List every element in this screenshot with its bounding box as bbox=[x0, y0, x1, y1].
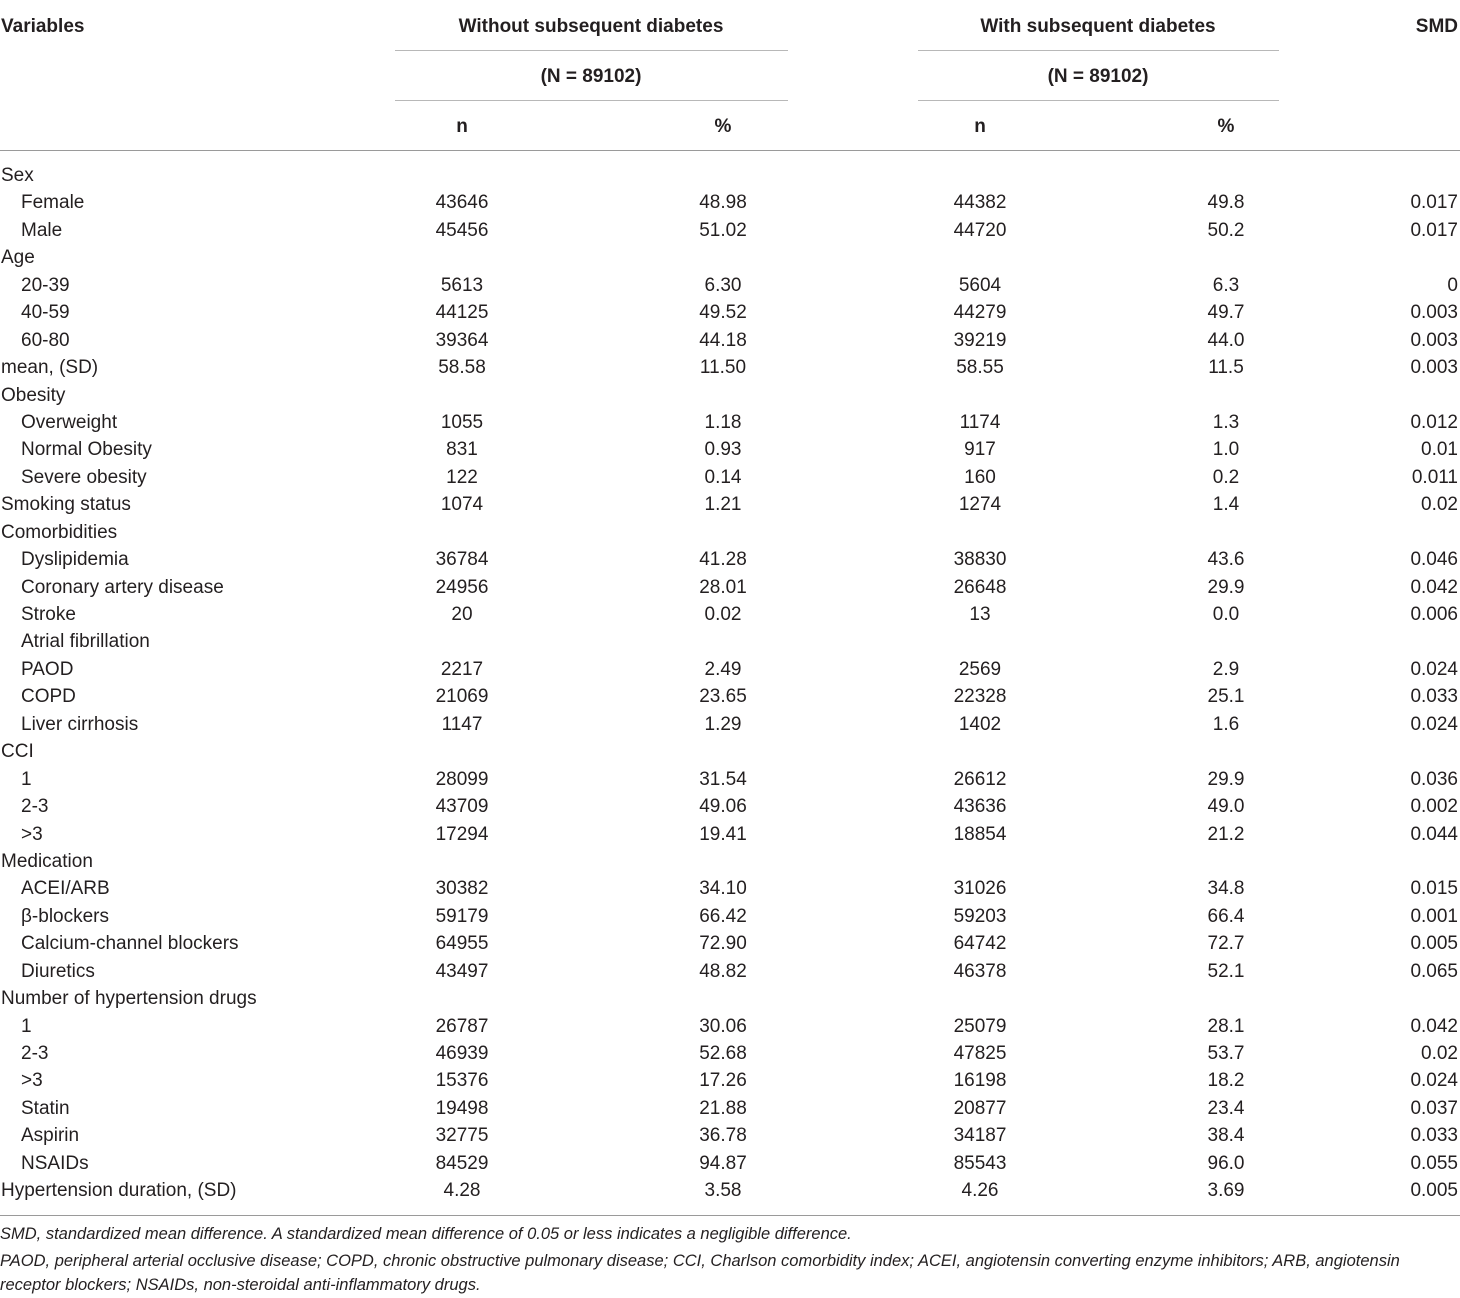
cell-smd: 0.024 bbox=[1410, 658, 1458, 680]
cell-n-without: 45456 bbox=[435, 219, 489, 241]
row-label: >3 bbox=[21, 1070, 43, 1092]
cell-smd: 0.002 bbox=[1410, 796, 1458, 818]
cell-pct-with: 72.7 bbox=[1207, 933, 1245, 955]
cell-pct-with: 6.3 bbox=[1212, 274, 1240, 296]
cell-n-with: 46378 bbox=[953, 960, 1007, 982]
row-label: Medication bbox=[1, 850, 93, 872]
table-row bbox=[0, 327, 1460, 354]
header-pct-without: % bbox=[714, 116, 732, 137]
cell-n-with: 26648 bbox=[953, 576, 1007, 598]
cell-smd: 0.001 bbox=[1410, 905, 1458, 927]
row-label: 40-59 bbox=[21, 302, 70, 324]
table-row bbox=[0, 1040, 1460, 1067]
cell-smd: 0 bbox=[1447, 274, 1458, 296]
cell-smd: 0.042 bbox=[1410, 1015, 1458, 1037]
cell-pct-with: 18.2 bbox=[1207, 1070, 1245, 1092]
cell-n-without: 44125 bbox=[435, 302, 489, 324]
cell-pct-with: 66.4 bbox=[1207, 905, 1245, 927]
cell-pct-with: 2.9 bbox=[1212, 658, 1240, 680]
table-row bbox=[0, 1122, 1460, 1149]
table-row bbox=[0, 875, 1460, 902]
cell-pct-with: 49.8 bbox=[1207, 192, 1245, 214]
cell-pct-with: 28.1 bbox=[1207, 1015, 1245, 1037]
table-row bbox=[0, 1095, 1460, 1122]
cell-pct-with: 3.69 bbox=[1207, 1180, 1245, 1202]
cell-n-without: 17294 bbox=[435, 823, 489, 845]
row-label: >3 bbox=[21, 823, 43, 845]
cell-n-without: 84529 bbox=[435, 1152, 489, 1174]
cell-smd: 0.042 bbox=[1410, 576, 1458, 598]
cell-n-without: 43646 bbox=[435, 192, 489, 214]
cell-pct-without: 49.06 bbox=[699, 796, 747, 818]
cell-pct-with: 34.8 bbox=[1207, 878, 1245, 900]
table-row bbox=[0, 217, 1460, 244]
cell-smd: 0.037 bbox=[1410, 1097, 1458, 1119]
table-row bbox=[0, 354, 1460, 381]
cell-n-with: 58.55 bbox=[956, 357, 1004, 379]
table-row bbox=[0, 464, 1460, 491]
row-label: Hypertension duration, (SD) bbox=[1, 1180, 237, 1202]
cell-pct-without: 0.14 bbox=[704, 466, 742, 488]
cell-smd: 0.015 bbox=[1410, 878, 1458, 900]
cell-pct-with: 1.0 bbox=[1212, 439, 1240, 461]
cell-smd: 0.011 bbox=[1411, 466, 1458, 488]
cell-n-without: 59179 bbox=[435, 905, 489, 927]
cell-n-with: 5604 bbox=[958, 274, 1002, 296]
row-label: Normal Obesity bbox=[21, 439, 152, 461]
cell-n-without: 32775 bbox=[435, 1125, 489, 1147]
cell-pct-with: 52.1 bbox=[1207, 960, 1245, 982]
table-bottom-rule bbox=[0, 1215, 1460, 1216]
cell-pct-without: 48.82 bbox=[699, 960, 747, 982]
cell-n-with: 22328 bbox=[953, 686, 1007, 708]
table-row bbox=[0, 985, 1460, 1012]
cell-n-with: 38830 bbox=[953, 549, 1007, 571]
cell-smd: 0.003 bbox=[1410, 357, 1458, 379]
cell-pct-with: 96.0 bbox=[1207, 1152, 1245, 1174]
row-label: Age bbox=[1, 247, 35, 269]
header-count-without: (N = 89102) bbox=[540, 66, 642, 87]
table-row bbox=[0, 1150, 1460, 1177]
row-label: Comorbidities bbox=[1, 521, 118, 543]
cell-pct-without: 19.41 bbox=[699, 823, 747, 845]
cell-n-with: 13 bbox=[969, 604, 991, 625]
footnote-smd: SMD, standardized mean difference. A standardized mean difference of 0.05 or less indicates a negligible difference. bbox=[0, 1225, 852, 1243]
header-smd: SMD bbox=[1415, 16, 1458, 37]
cell-n-with: 85543 bbox=[953, 1152, 1007, 1174]
cell-n-with: 917 bbox=[964, 439, 996, 461]
table-row bbox=[0, 519, 1460, 546]
cell-pct-without: 49.52 bbox=[699, 302, 747, 324]
cell-n-with: 43636 bbox=[953, 796, 1007, 818]
table-row bbox=[0, 1177, 1460, 1204]
cell-pct-with: 1.3 bbox=[1212, 411, 1240, 433]
cell-pct-without: 94.87 bbox=[699, 1152, 747, 1174]
row-label: COPD bbox=[21, 686, 76, 708]
table-row bbox=[0, 244, 1460, 271]
cell-n-without: 43709 bbox=[435, 796, 489, 818]
cell-n-with: 47825 bbox=[953, 1043, 1007, 1064]
cell-n-without: 20 bbox=[451, 604, 473, 625]
row-label: 20-39 bbox=[21, 274, 70, 296]
cell-pct-without: 0.02 bbox=[704, 604, 742, 625]
group-underline-with bbox=[918, 50, 1279, 51]
table-row bbox=[0, 1067, 1460, 1094]
cell-pct-without: 1.18 bbox=[704, 411, 742, 433]
cell-pct-without: 1.29 bbox=[704, 713, 742, 735]
cell-pct-with: 29.9 bbox=[1207, 576, 1245, 598]
cell-pct-without: 66.42 bbox=[699, 905, 747, 927]
table-row bbox=[0, 382, 1460, 409]
cell-smd: 0.017 bbox=[1410, 219, 1458, 241]
header-pct-with: % bbox=[1217, 116, 1235, 137]
cell-n-without: 5613 bbox=[440, 274, 484, 296]
cell-n-with: 26612 bbox=[953, 768, 1007, 790]
cell-n-with: 1402 bbox=[958, 713, 1002, 735]
table-row bbox=[0, 766, 1460, 793]
cell-n-without: 30382 bbox=[435, 878, 489, 900]
cell-n-with: 2569 bbox=[958, 658, 1002, 680]
cell-n-with: 59203 bbox=[953, 905, 1007, 927]
cell-pct-without: 2.49 bbox=[704, 658, 742, 680]
row-label: Liver cirrhosis bbox=[21, 713, 139, 735]
table-row bbox=[0, 491, 1460, 518]
cell-smd: 0.02 bbox=[1421, 1043, 1458, 1064]
cell-n-without: 36784 bbox=[435, 549, 489, 571]
cell-n-without: 831 bbox=[446, 439, 478, 461]
table-row bbox=[0, 574, 1460, 601]
cell-pct-without: 52.68 bbox=[699, 1043, 747, 1064]
count-underline-with bbox=[918, 100, 1279, 101]
cell-pct-without: 28.01 bbox=[699, 576, 747, 598]
cell-n-with: 64742 bbox=[953, 933, 1007, 955]
cell-n-without: 1074 bbox=[440, 494, 484, 516]
row-label: Sex bbox=[1, 165, 34, 186]
cell-smd: 0.02 bbox=[1421, 494, 1458, 516]
cell-pct-with: 29.9 bbox=[1207, 768, 1245, 790]
cell-n-without: 1055 bbox=[440, 411, 484, 433]
row-label: PAOD bbox=[21, 658, 74, 680]
cell-n-without: 122 bbox=[446, 466, 478, 488]
table-row bbox=[0, 848, 1460, 875]
row-label: CCI bbox=[1, 741, 34, 763]
cell-pct-with: 44.0 bbox=[1207, 329, 1245, 351]
table-row bbox=[0, 546, 1460, 573]
cell-n-with: 44720 bbox=[953, 219, 1007, 241]
cell-smd: 0.017 bbox=[1410, 192, 1458, 214]
table-row bbox=[0, 436, 1460, 463]
cell-pct-without: 11.50 bbox=[699, 357, 747, 379]
cell-n-with: 16198 bbox=[953, 1070, 1007, 1092]
header-n-with: n bbox=[974, 116, 986, 137]
footnote-abbreviations: PAOD, peripheral arterial occlusive disease; COPD, chronic obstructive pulmonary disease; CCI, Charlson comorbidity index; ACEI, angiotensin converting enzyme inhibitors; ARB, angiotensin receptor blockers; NSAIDs, non-steroidal anti-inflammatory drugs. bbox=[0, 1252, 1400, 1294]
cell-n-with: 4.26 bbox=[961, 1180, 999, 1202]
cell-smd: 0.005 bbox=[1410, 1180, 1458, 1202]
row-label: 60-80 bbox=[21, 329, 70, 351]
cell-n-without: 43497 bbox=[435, 960, 489, 982]
table-row bbox=[0, 930, 1460, 957]
cell-n-with: 44279 bbox=[953, 302, 1007, 324]
cell-pct-without: 34.10 bbox=[699, 878, 747, 900]
cell-n-with: 39219 bbox=[953, 329, 1007, 351]
cell-pct-without: 36.78 bbox=[699, 1125, 747, 1147]
cell-smd: 0.055 bbox=[1410, 1152, 1458, 1174]
header-group-without: Without subsequent diabetes bbox=[458, 16, 724, 37]
cell-pct-without: 31.54 bbox=[699, 768, 747, 790]
row-label: Stroke bbox=[21, 604, 76, 625]
cell-smd: 0.006 bbox=[1410, 604, 1458, 625]
cell-n-without: 1147 bbox=[441, 713, 483, 735]
cell-n-with: 25079 bbox=[953, 1015, 1007, 1037]
row-label: Dyslipidemia bbox=[21, 549, 129, 571]
cell-pct-without: 3.58 bbox=[704, 1180, 742, 1202]
table-row bbox=[0, 189, 1460, 216]
cell-n-without: 64955 bbox=[435, 933, 489, 955]
table-row bbox=[0, 738, 1460, 765]
cell-pct-with: 49.0 bbox=[1207, 796, 1245, 818]
row-label: Atrial fibrillation bbox=[21, 631, 150, 653]
row-label: 1 bbox=[21, 1015, 32, 1037]
cell-smd: 0.012 bbox=[1410, 411, 1458, 433]
table-row bbox=[0, 409, 1460, 436]
table-row bbox=[0, 601, 1460, 628]
table-row bbox=[0, 1013, 1460, 1040]
table-row bbox=[0, 683, 1460, 710]
table-row bbox=[0, 628, 1460, 655]
table-row bbox=[0, 821, 1460, 848]
cell-pct-without: 17.26 bbox=[699, 1070, 747, 1092]
row-label: Aspirin bbox=[21, 1125, 80, 1147]
cell-smd: 0.005 bbox=[1410, 933, 1458, 955]
table-body bbox=[0, 162, 1460, 1205]
cell-smd: 0.003 bbox=[1410, 302, 1458, 324]
cell-n-without: 4.28 bbox=[443, 1180, 481, 1202]
row-label: 2-3 bbox=[21, 796, 49, 818]
header-variables: Variables bbox=[1, 16, 85, 37]
cell-pct-with: 50.2 bbox=[1207, 219, 1245, 241]
cell-smd: 0.033 bbox=[1410, 1125, 1458, 1147]
table-row bbox=[0, 711, 1460, 738]
header-n-without: n bbox=[456, 116, 468, 137]
cell-smd: 0.01 bbox=[1421, 439, 1458, 461]
table-row bbox=[0, 162, 1460, 189]
row-label: Male bbox=[21, 219, 63, 241]
cell-smd: 0.065 bbox=[1410, 960, 1458, 982]
cell-pct-with: 43.6 bbox=[1207, 549, 1245, 571]
row-label: Diuretics bbox=[21, 960, 95, 982]
cell-pct-without: 6.30 bbox=[704, 274, 742, 296]
cell-pct-without: 21.88 bbox=[699, 1097, 747, 1119]
cell-n-with: 20877 bbox=[953, 1097, 1007, 1119]
row-label: Calcium-channel blockers bbox=[21, 933, 239, 955]
cell-pct-with: 0.0 bbox=[1212, 604, 1240, 625]
cell-smd: 0.024 bbox=[1410, 713, 1458, 735]
cell-pct-without: 1.21 bbox=[704, 494, 742, 516]
cell-pct-without: 72.90 bbox=[699, 933, 747, 955]
cell-n-without: 19498 bbox=[435, 1097, 489, 1119]
row-label: Number of hypertension drugs bbox=[1, 988, 257, 1010]
row-label: Obesity bbox=[1, 384, 66, 406]
cell-smd: 0.033 bbox=[1410, 686, 1458, 708]
cell-pct-with: 23.4 bbox=[1207, 1097, 1245, 1119]
cell-smd: 0.036 bbox=[1410, 768, 1458, 790]
header-bottom-rule bbox=[0, 150, 1460, 151]
cell-n-without: 46939 bbox=[435, 1043, 489, 1064]
row-label: NSAIDs bbox=[21, 1152, 89, 1174]
cell-pct-without: 0.93 bbox=[704, 439, 742, 461]
header-count-with: (N = 89102) bbox=[1047, 66, 1149, 87]
cell-n-without: 39364 bbox=[435, 329, 489, 351]
header-group-with: With subsequent diabetes bbox=[980, 16, 1216, 37]
cell-pct-without: 48.98 bbox=[699, 192, 747, 214]
row-label: ACEI/ARB bbox=[21, 878, 110, 900]
cell-pct-with: 25.1 bbox=[1207, 686, 1245, 708]
cell-pct-with: 0.2 bbox=[1212, 466, 1240, 488]
row-label: 2-3 bbox=[21, 1043, 49, 1064]
table-row bbox=[0, 299, 1460, 326]
table-row bbox=[0, 903, 1460, 930]
cell-n-without: 15376 bbox=[435, 1070, 489, 1092]
cell-pct-with: 53.7 bbox=[1207, 1043, 1245, 1064]
cell-n-with: 31026 bbox=[953, 878, 1007, 900]
cell-smd: 0.046 bbox=[1410, 549, 1458, 571]
row-label: Severe obesity bbox=[21, 466, 147, 488]
cell-smd: 0.024 bbox=[1410, 1070, 1458, 1092]
cell-pct-without: 30.06 bbox=[699, 1015, 747, 1037]
cell-n-without: 26787 bbox=[435, 1015, 489, 1037]
cell-pct-with: 1.6 bbox=[1212, 713, 1240, 735]
cell-smd: 0.003 bbox=[1410, 329, 1458, 351]
cell-pct-with: 11.5 bbox=[1208, 357, 1244, 379]
cell-pct-without: 23.65 bbox=[699, 686, 747, 708]
table-row bbox=[0, 272, 1460, 299]
group-underline-without bbox=[395, 50, 788, 51]
cell-n-without: 2217 bbox=[440, 658, 484, 680]
row-label: Smoking status bbox=[1, 494, 131, 516]
cell-n-with: 160 bbox=[964, 466, 996, 488]
cell-n-with: 1274 bbox=[958, 494, 1002, 516]
cell-n-with: 44382 bbox=[953, 192, 1007, 214]
cell-pct-with: 49.7 bbox=[1207, 302, 1245, 324]
cell-pct-without: 51.02 bbox=[699, 219, 747, 241]
table-row bbox=[0, 958, 1460, 985]
cell-pct-with: 1.4 bbox=[1212, 494, 1240, 516]
row-label: 1 bbox=[21, 768, 32, 790]
row-label: β-blockers bbox=[21, 905, 110, 927]
cell-pct-without: 41.28 bbox=[699, 549, 747, 571]
cell-pct-with: 21.2 bbox=[1207, 823, 1245, 845]
table-row bbox=[0, 656, 1460, 683]
row-label: Statin bbox=[21, 1097, 70, 1119]
count-underline-without bbox=[395, 100, 788, 101]
row-label: Coronary artery disease bbox=[21, 576, 224, 598]
cell-n-without: 58.58 bbox=[438, 357, 486, 379]
cell-n-without: 21069 bbox=[435, 686, 489, 708]
row-label: Female bbox=[21, 192, 85, 214]
cell-pct-without: 44.18 bbox=[699, 329, 747, 351]
cell-smd: 0.044 bbox=[1410, 823, 1458, 845]
cell-n-with: 18854 bbox=[953, 823, 1007, 845]
table-row bbox=[0, 793, 1460, 820]
row-label: mean, (SD) bbox=[1, 357, 99, 379]
cell-n-with: 1174 bbox=[959, 411, 1001, 433]
cell-n-without: 28099 bbox=[435, 768, 489, 790]
row-label: Overweight bbox=[21, 411, 118, 433]
cell-n-with: 34187 bbox=[953, 1125, 1007, 1147]
cell-pct-with: 38.4 bbox=[1207, 1125, 1245, 1147]
cell-n-without: 24956 bbox=[435, 576, 489, 598]
